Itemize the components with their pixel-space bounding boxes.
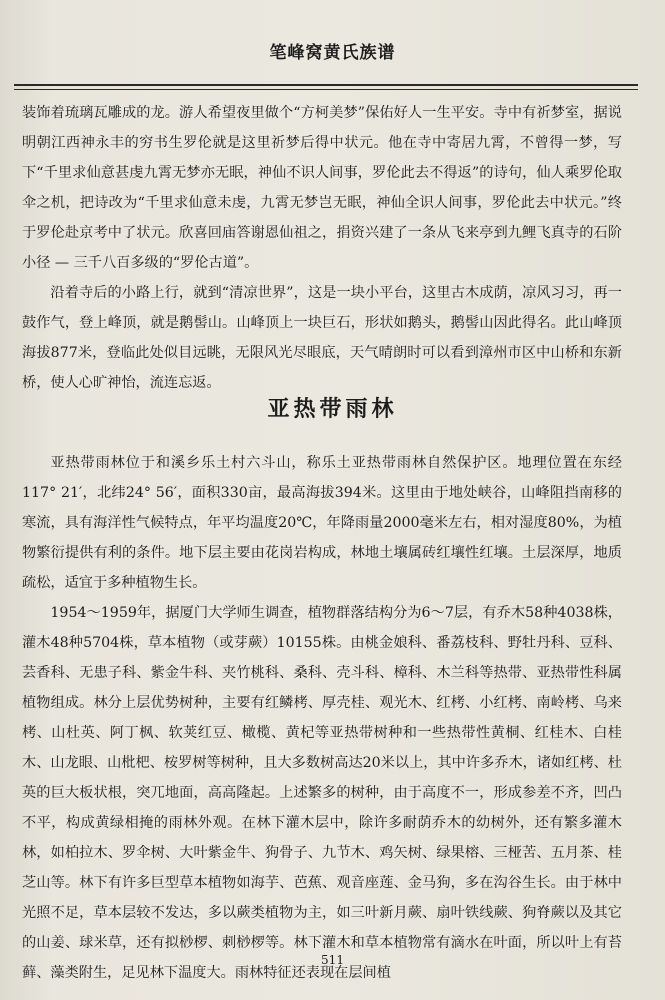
running-header: 笔峰窝黄氏族谱	[269, 43, 396, 63]
page-number: 511	[321, 953, 344, 967]
paragraph: 沿着寺后的小路上行，就到“清凉世界”，这是一块小平台，这里古木成荫，凉风习习，再一鼓作气，登上峰顶，就是鹅髻山。山峰顶上一块巨石，形状如鹅头，鹅髻山因此得名。此山峰顶海拔877米，登临此处似目远眺，无限风光尽眼底，天气晴朗时可以看到漳州市区中山桥和东新桥，使人心旷神怡，流连忘返。	[22, 285, 622, 391]
paragraph: 1954～1959年，据厦门大学师生调查，植物群落结构分为6～7层，有乔木58种4038株，灌木48种5704株，草本植物（或芽蕨）10155株。由桃金娘科、番荔枝科、野牡丹科、豆科、芸香科、无患子科、紫金牛科、夹竹桃科、桑科、壳斗科、樟科、木兰科等热带、亚热带性科属植物组成。林分上层优势树种，主要有红鳞栲、厚壳桂、观光木、红栲、小红栲、南岭栲、乌来栲、山杜英、阿丁枫、软荚红豆、橄榄、黄杞等亚热带树种和一些热带性黄桐、红桂木、白桂木、山龙眼、山枇杷、桉罗树等树种，且大多数树高达20米以上，其中许多乔木，诸如红栲、杜英的巨大板状根，突兀地面，高高隆起。上述繁多的树种，由于高度不一，形成参差不齐，凹凸不平，构成黄绿相掩的雨林外观。在林下灌木层中，除许多耐荫乔木的幼树外，还有繁多灌木林，如柏拉木、罗伞树、大叶紫金牛、狗骨子、九节木、鸡矢树、绿果榕、三桠苦、五月茶、桂芝山等。林下有许多巨型草本植物如海芋、芭蕉、观音座莲、金马狗，多在沟谷生长。由于林中光照不足，草本层较不发达，多以蕨类植物为主，如三叶新月蕨、扇叶铁线蕨、狗脊蕨以及其它的山姜、球米草，还有拟桫椤、刺桫椤等。林下灌木和草本植物常有滴水在叶面，所以叶上有苔藓、藻类附生，足见林下温度大。雨林特征还表现在层间植	[22, 605, 622, 981]
header-rule-thin	[14, 89, 638, 90]
intro-text	[22, 98, 622, 398]
header-rule	[14, 84, 638, 86]
section-text	[22, 448, 622, 988]
paragraph: 亚热带雨林位于和溪乡乐土村六斗山，称乐土亚热带雨林自然保护区。地理位置在东经117° 21′，北纬24° 56′，面积330亩，最高海拔394米。这里由于地处峡谷，山峰阻挡南移的寒流，具有海洋性气候特点，年平均温度20℃，年降雨量2000毫米左右，相对湿度80%，为植物繁衍提供有利的条件。地下层主要由花岗岩构成，林地土壤属砖红壤性红壤。土层深厚，地质疏松，适宜于多种植物生长。	[22, 455, 622, 591]
paragraph: 装饰着琉璃瓦雕成的龙。游人希望夜里做个“方柯美梦”保佑好人一生平安。寺中有祈梦室，据说明朝江西神永丰的穷书生罗伦就是这里祈梦后得中状元。他在寺中寄居九霄，不曾得一梦，写下“千里求仙意甚虔九霄无梦亦无眠，神仙不识人间事，罗伦此去不得返”的诗句，仙人乘罗伦取伞之机，把诗改为“千里求仙意未虔，九霄无梦岂无眠，神仙全识人间事，罗伦此去中状元。”终于罗伦赴京考中了状元。欣喜回庙答谢恩仙祖之，捐资兴建了一条从飞来亭到九鲤飞真寺的石阶小径 — 三千八百多级的“罗伦古道”。	[22, 105, 622, 271]
section-heading: 亚热带雨林	[267, 396, 398, 422]
